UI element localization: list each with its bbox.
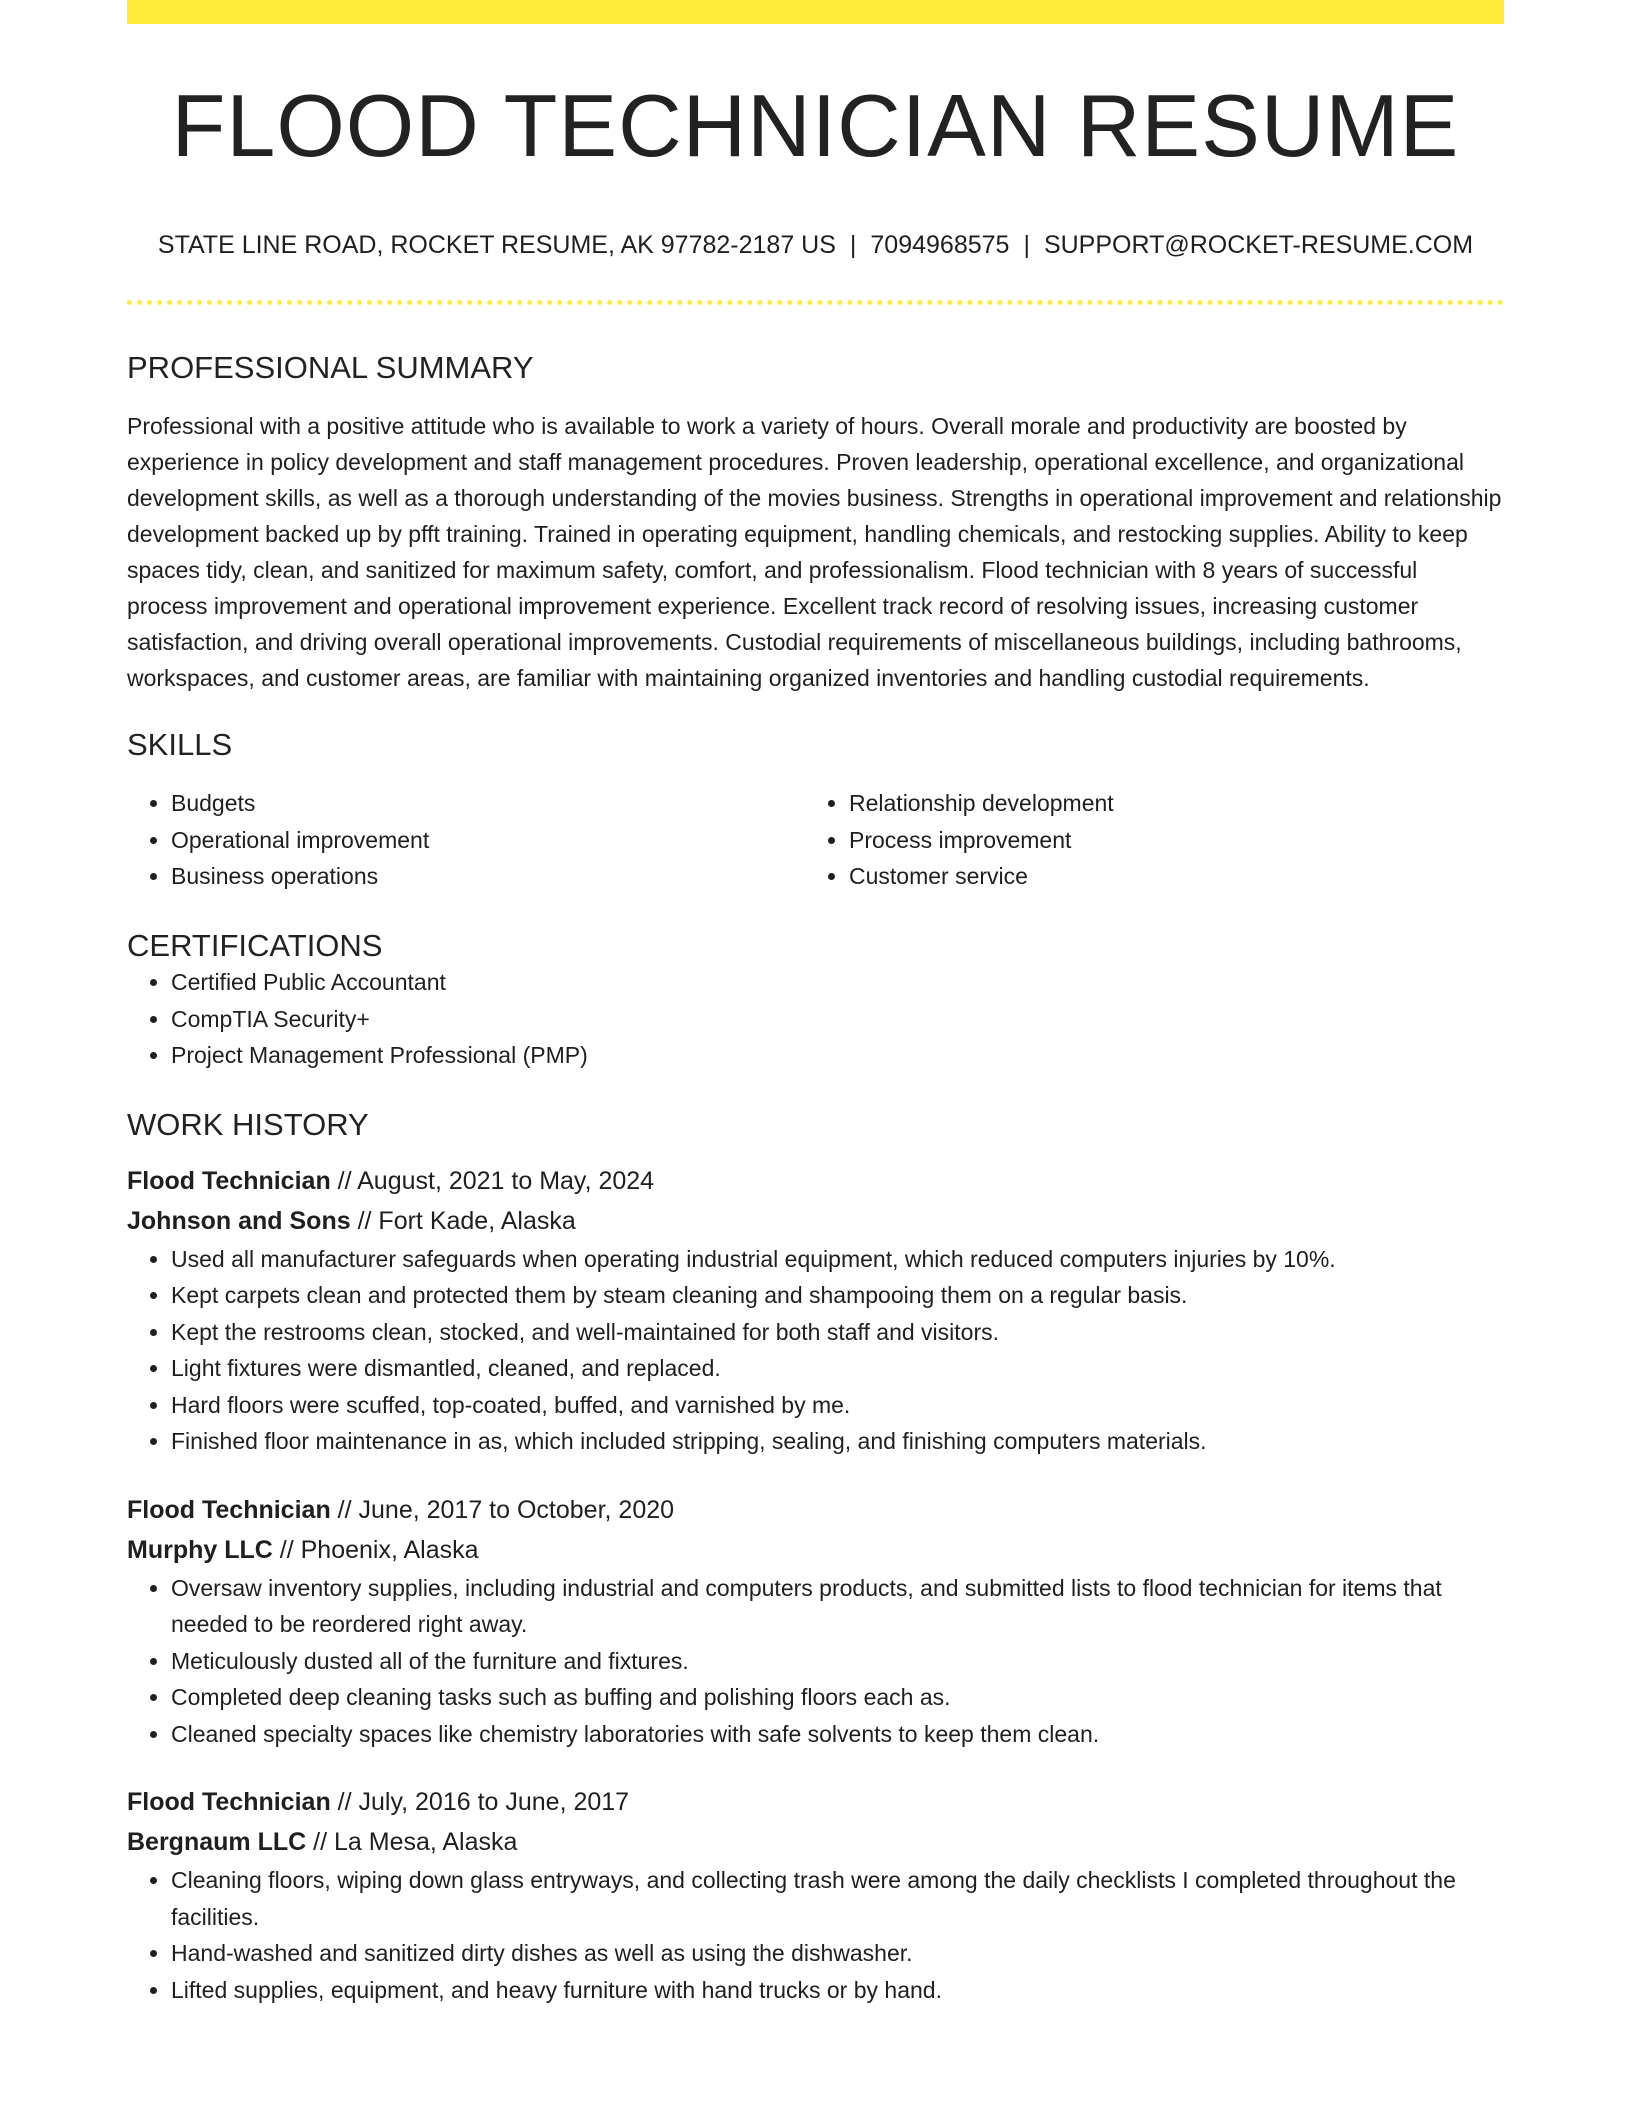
job-delimiter: // [306, 1828, 334, 1857]
contact-separator: | [849, 231, 857, 259]
job-bullet: • Finished floor maintenance in as, which included stripping, sealing, and finishing computers materials. [171, 1423, 1504, 1460]
job-bullets [127, 1570, 1504, 1753]
job-bullet: • Completed deep cleaning tasks such as buffing and polishing floors each as. [171, 1679, 1504, 1716]
skills-list-left [127, 785, 805, 895]
contact-separator: | [1023, 231, 1030, 259]
summary-text: Professional with a positive attitude who is available to work a variety of hours. Overall morale and productivity are boosted by experience in policy development and staff management procedures. Proven leadership, operational excellence, and organizational development skills, as well as a thorough understanding of the movies business. Strengths in operational improvement and relationship development backed up by pfft training. Trained in operating equipment, handling chemicals, and restocking supplies. Ability to keep spaces tidy, clean, and sanitized for maximum safety, comfort, and professionalism. Flood technician with 8 years of successful process improvement and operational improvement experience. Excellent track record of resolving issues, increasing customer satisfaction, and driving overall operational improvements. Custodial requirements of miscellaneous buildings, including bathrooms, workspaces, and customer areas, are familiar with maintaining organized inventories and handling custodial requirements. [127, 413, 1502, 692]
certification-item: • Project Management Professional (PMP) [171, 1037, 1504, 1074]
job-bullet: • Cleaned specialty spaces like chemistry laboratories with safe solvents to keep them clean. [171, 1716, 1504, 1753]
job-bullet: • Kept the restrooms clean, stocked, and well-maintained for both staff and visitors. [171, 1314, 1504, 1351]
job-bullets [127, 1862, 1504, 2008]
summary-section [127, 349, 1504, 696]
job-bullet: • Lifted supplies, equipment, and heavy furniture with hand trucks or by hand. [171, 1972, 1504, 2009]
job-dates: July, 2016 to June, 2017 [358, 1788, 630, 1817]
header-divider [127, 300, 1504, 305]
skill-item: • Operational improvement [171, 822, 805, 859]
contact-line [127, 230, 1504, 260]
skill-item: • Process improvement [849, 822, 1504, 859]
job-bullet: • Hand-washed and sanitized dirty dishes as well as using the dishwasher. [171, 1935, 1504, 1972]
certification-item: • Certified Public Accountant [171, 964, 1504, 1001]
skills-section [127, 726, 1504, 895]
skill-item: • Business operations [171, 858, 805, 895]
skill-item: • Customer service [849, 858, 1504, 895]
job-dates: August, 2021 to May, 2024 [357, 1166, 655, 1195]
job-company-line [127, 1530, 1504, 1570]
resume-name: FLOOD TECHNICIAN RESUME [171, 76, 1460, 175]
skills-heading: SKILLS [127, 727, 233, 763]
skill-item: • Relationship development [849, 785, 1504, 822]
job-bullet: • Used all manufacturer safeguards when operating industrial equipment, which reduced computers injuries by 10%. [171, 1241, 1504, 1278]
job-dates: June, 2017 to October, 2020 [358, 1495, 675, 1524]
job-bullet: • Kept carpets clean and protected them by steam cleaning and shampooing them on a regular basis. [171, 1277, 1504, 1314]
job-company: Murphy LLC [127, 1535, 273, 1564]
work-history-section [127, 1106, 1504, 2009]
job-delimiter: // [330, 1788, 359, 1817]
job-bullet: • Oversaw inventory supplies, including industrial and computers products, and submitted lists to flood technician for items that needed to be reordered right away. [171, 1570, 1504, 1643]
job-title: Flood Technician [127, 1788, 331, 1817]
job-title: Flood Technician [127, 1495, 331, 1524]
job-delimiter: // [350, 1206, 379, 1235]
job-entry [127, 1782, 1504, 2008]
job-bullets [127, 1241, 1504, 1460]
accent-top-bar [127, 0, 1504, 24]
summary-heading: PROFESSIONAL SUMMARY [127, 350, 534, 385]
job-company: Johnson and Sons [127, 1206, 351, 1235]
job-title-line [127, 1490, 1504, 1530]
job-location: Fort Kade, Alaska [378, 1206, 576, 1235]
job-delimiter: // [330, 1166, 358, 1195]
job-entry [127, 1161, 1504, 1460]
job-delimiter: // [330, 1495, 359, 1524]
job-location: La Mesa, Alaska [333, 1828, 518, 1857]
job-company-line [127, 1201, 1504, 1241]
job-bullet: • Light fixtures were dismantled, cleaned, and replaced. [171, 1350, 1504, 1387]
certification-item: • CompTIA Security+ [171, 1001, 1504, 1038]
skills-grid [127, 785, 1504, 895]
job-bullet: • Hard floors were scuffed, top-coated, buffed, and varnished by me. [171, 1387, 1504, 1424]
skills-list-right [805, 785, 1504, 895]
certifications-section [127, 927, 1504, 1074]
job-title: Flood Technician [127, 1166, 331, 1195]
contact-address: STATE LINE ROAD, ROCKET RESUME, AK 97782-2187 US [157, 231, 836, 259]
job-entry [127, 1490, 1504, 1753]
job-title-line [127, 1161, 1504, 1201]
job-title-line [127, 1782, 1504, 1822]
contact-email: SUPPORT@ROCKET-RESUME.COM [1043, 231, 1474, 259]
job-bullet: • Cleaning floors, wiping down glass entryways, and collecting trash were among the daily checklists I completed throughout the facilities. [171, 1862, 1504, 1935]
work-history-heading: WORK HISTORY [127, 1106, 369, 1142]
job-company-line [127, 1822, 1504, 1862]
certifications-heading: CERTIFICATIONS [127, 927, 383, 963]
job-company: Bergnaum LLC [127, 1828, 307, 1857]
resume-page [127, 0, 1504, 2008]
skill-item: • Budgets [171, 785, 805, 822]
certifications-list [127, 964, 1504, 1074]
job-location: Phoenix, Alaska [300, 1535, 479, 1564]
contact-phone: 7094968575 [870, 231, 1010, 259]
job-delimiter: // [272, 1535, 301, 1564]
job-bullet: • Meticulously dusted all of the furniture and fixtures. [171, 1643, 1504, 1680]
